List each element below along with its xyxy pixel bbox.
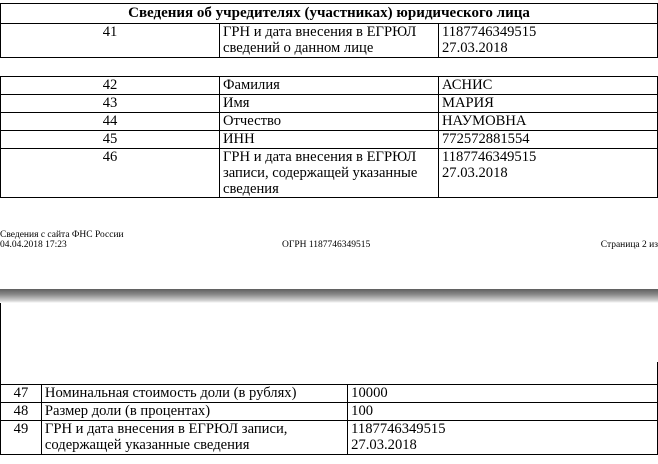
row-number: 48 [1,403,42,421]
section-header-row [1,4,658,24]
row-number: 44 [1,113,220,131]
row-value: 100 [348,403,658,421]
row-value [439,149,658,198]
founders-table [0,3,658,198]
section-title: Сведения об учредителях (участниках) юридического лица [1,4,658,24]
table-row [1,421,658,455]
row-label: ГРН и дата внесения в ЕГРЮЛ сведений о данном лице [220,24,439,58]
table-row [1,403,658,421]
spacer-row [1,58,658,77]
date-value: 27.03.2018 [442,165,508,181]
row-number: 41 [1,24,220,58]
date-value: 27.03.2018 [351,437,417,453]
grn-value: 1187746349515 [351,421,446,437]
row-number: 42 [1,77,220,95]
row-value [439,24,658,58]
footer-source [0,230,124,250]
row-label: ГРН и дата внесения в ЕГРЮЛ записи, содержащей указанные сведения [41,421,347,455]
footer-datetime: 04.04.2018 17:23 [0,240,67,250]
row-value: 10000 [348,385,658,403]
grn-value: 1187746349515 [442,24,537,40]
row-label: Фамилия [220,77,439,95]
row-number: 49 [1,421,42,455]
row-label: Имя [220,95,439,113]
row-label: ИНН [220,131,439,149]
row-value: 772572881554 [439,131,658,149]
footer-page-number: Страница 2 из [600,240,658,250]
table-row [1,149,658,198]
footer-source-text: Сведения с сайта ФНС России [0,230,124,240]
table-row [1,95,658,113]
page-break-separator [0,289,658,303]
table-row [1,113,658,131]
table-row [1,24,658,58]
row-label: Отчество [220,113,439,131]
share-table [0,362,658,455]
date-value: 27.03.2018 [442,40,508,56]
spacer-row [1,362,658,385]
row-number: 45 [1,131,220,149]
row-number: 46 [1,149,220,198]
row-number: 43 [1,95,220,113]
table-row [1,385,658,403]
row-value [348,421,658,455]
table-row [1,77,658,95]
row-value: НАУМОВНА [439,113,658,131]
grn-value: 1187746349515 [442,149,537,165]
row-label: Номинальная стоимость доли (в рублях) [41,385,347,403]
row-value: АСНИС [439,77,658,95]
row-label: ГРН и дата внесения в ЕГРЮЛ записи, содержащей указанные сведения [220,149,439,198]
footer-ogrn: ОГРН 1187746349515 [282,240,371,250]
row-value: МАРИЯ [439,95,658,113]
row-label: Размер доли (в процентах) [41,403,347,421]
row-number: 47 [1,385,42,403]
table-row [1,131,658,149]
